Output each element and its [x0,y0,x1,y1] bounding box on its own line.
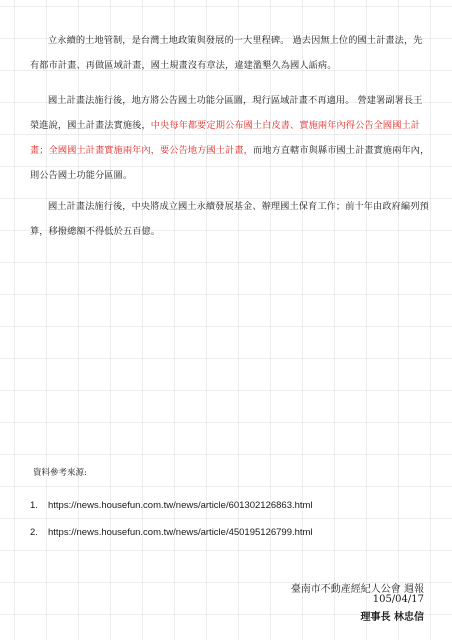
paragraph-2-highlight: 中央每年都要定期公布國土白皮書、實施兩年內得公告全國國土計畫；全國國土計畫實施兩年內，要公告地方國土計畫， [30,120,421,156]
reference-number: 1. [30,500,38,511]
paragraph-3 [30,194,430,244]
signature-chairman: 理事長 林忠信 [360,612,424,623]
paragraph-2-text-b: 而地方直轄市與縣市國土計畫實施兩年內，則公告國土功能分區圖。 [30,145,430,181]
reference-link[interactable]: https://news.housefun.com.tw/news/article/601302126863.html [48,500,313,511]
reference-link[interactable]: https://news.housefun.com.tw/news/article/450195126799.html [48,527,313,538]
paragraph-2 [30,88,430,188]
signature-date: 105/04/17 [372,594,424,605]
reference-item-1 [30,500,313,511]
paragraph-1 [30,28,430,78]
paragraph-2-text-a: 國土計畫法施行後，地方將公告國土功能分區圖，現行區域計畫不再適用。 營建署副署長王榮進說，國土計畫法實施後， [30,95,423,131]
references-title: 資料參考來源: [33,468,87,478]
reference-number: 2. [30,527,38,538]
paragraph-3-text: 國土計畫法施行後，中央將成立國土永續發展基金、辦理國土保育工作；前十年由政府編列預算，移撥總額不得低於五百億。 [30,201,429,237]
paragraph-1-text: 立永續的土地管制，是台灣土地政策與發展的一大里程碑。 過去因無上位的國土計畫法，先有都市計畫、再做區域計畫，國土規畫沒有章法，違建濫墾久為國人詬病。 [30,35,423,71]
signature-org: 臺南市不動產經紀人公會 週報 [290,584,424,595]
reference-item-2 [30,527,313,538]
